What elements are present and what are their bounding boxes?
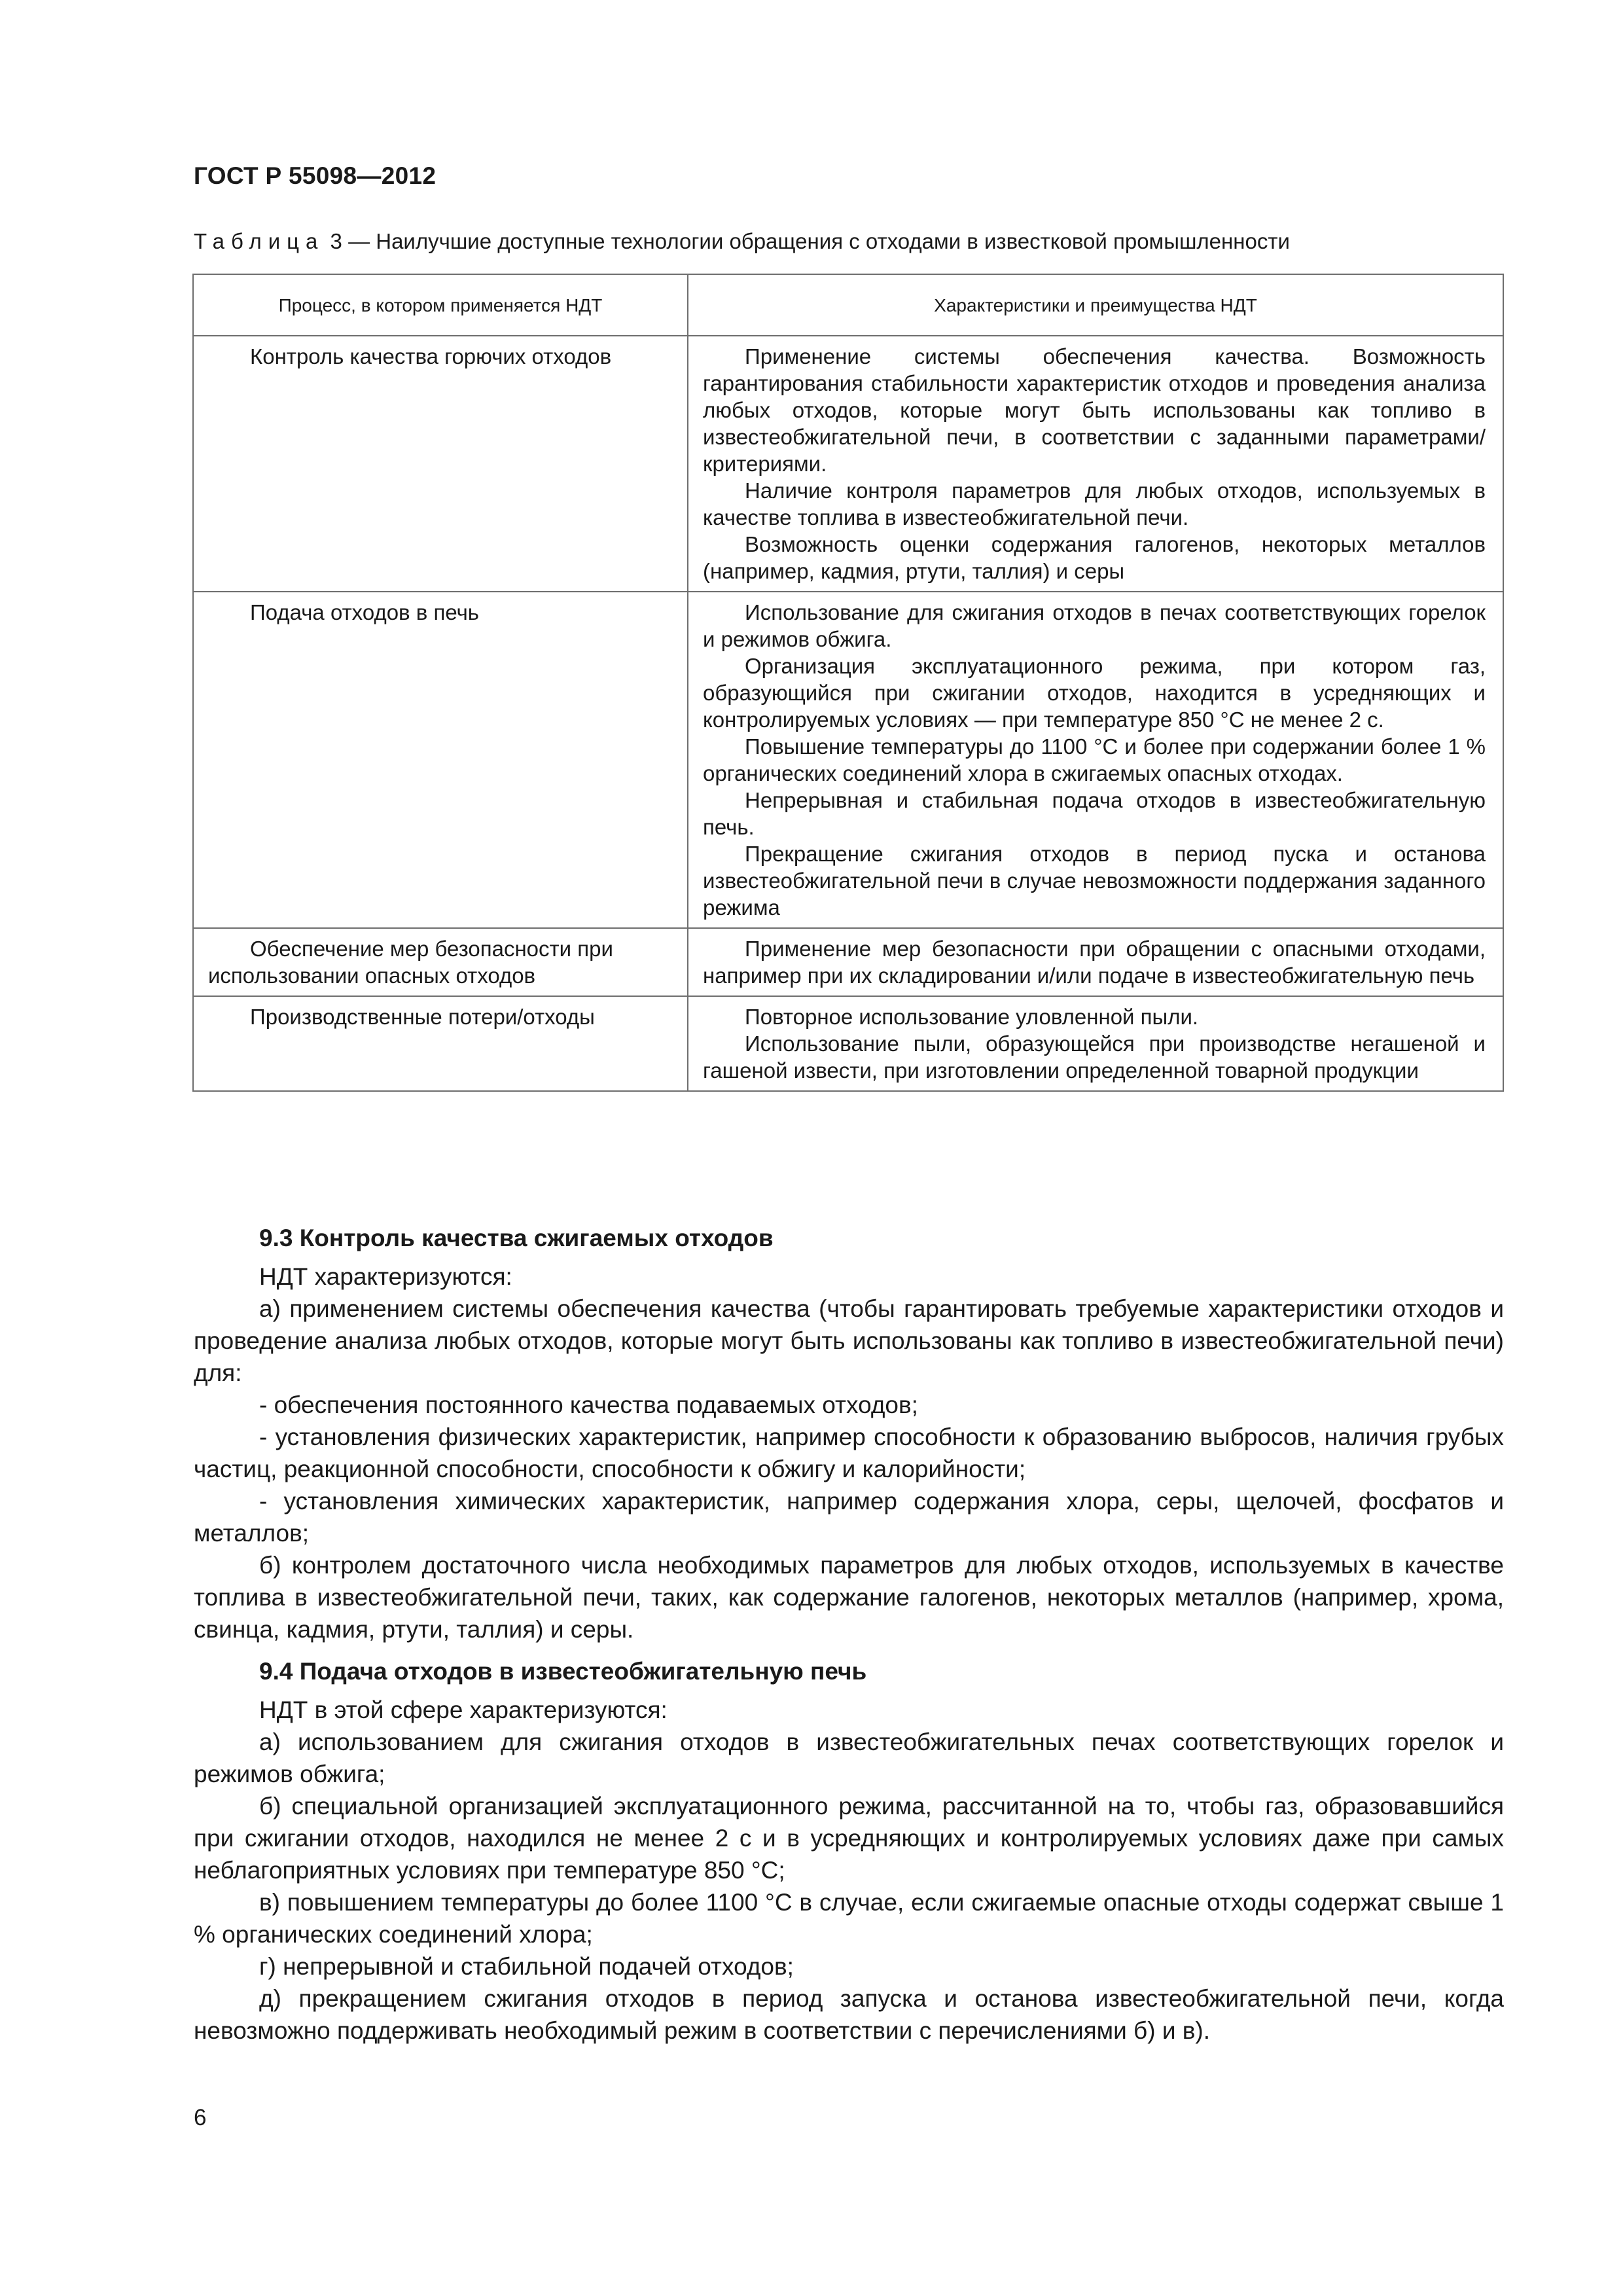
column-header-process: Процесс, в котором применяется НДТ (193, 274, 688, 336)
table-caption-title: 3 — Наилучшие доступные технологии обращения с отходами в известковой промышленности (324, 229, 1290, 253)
feature-paragraph: Повышение температуры до 1100 °С и более при содержании более 1 % органических соединений хлора в сжигаемых опасных отходах. (703, 734, 1486, 785)
paragraph: НДТ в этой сфере характеризуются: (259, 1696, 668, 1723)
feature-paragraph: Возможность оценки содержания галогенов, некоторых металлов (например, кадмия, ртути, таллия) и серы (703, 532, 1486, 583)
paragraph: д) прекращением сжигания отходов в период запуска и останова известеобжигательной печи, когда невозможно поддерживать необходимый режим в соответствии с перечислениями б) и в). (194, 1985, 1504, 2044)
table-header-row (193, 274, 1503, 336)
feature-paragraph: Непрерывная и стабильная подача отходов в известеобжигательную печь. (703, 788, 1486, 839)
feature-paragraph: Использование пыли, образующейся при производстве негашеной и гашеной извести, при изготовлении определенной товарной продукции (703, 1031, 1486, 1083)
table-row (193, 996, 1503, 1091)
features-cell (688, 928, 1503, 996)
list-item: - обеспечения постоянного качества подаваемых отходов; (259, 1391, 918, 1418)
table-caption (194, 229, 1470, 254)
process-cell (193, 592, 688, 928)
feature-paragraph: Организация эксплуатационного режима, при котором газ, образующийся при сжигании отходов, находится в усредняющих и контролируемых условиях — при температуре 850 °С не менее 2 с. (703, 654, 1486, 732)
feature-paragraph: Применение системы обеспечения качества. Возможность гарантирования стабильности характеристик отходов и проведения анализа любых отходов, которые могут быть использованы как топливо в известеобжигательной печи, в соответствии с заданными параметрами/критериями. (703, 344, 1486, 476)
paragraph: б) контролем достаточного числа необходимых параметров для любых отходов, используемых в качестве топлива в известеобжигательной печи, таких, как содержание галогенов, некоторых металлов (например, хрома, свинца, кадмия, ртути, таллия) и серы. (194, 1552, 1504, 1643)
process-label: Подача отходов в печь (250, 600, 479, 624)
process-label: Обеспечение мер безопасности при использовании опасных отходов (208, 937, 613, 988)
feature-paragraph: Повторное использование уловленной пыли. (745, 1005, 1199, 1029)
paragraph: г) непрерывной и стабильной подачей отходов; (259, 1953, 794, 1980)
paragraph: НДТ характеризуются: (259, 1263, 512, 1290)
main-text (194, 1216, 1504, 2047)
table-row (193, 928, 1503, 996)
process-cell (193, 928, 688, 996)
process-cell (193, 996, 688, 1091)
table-row (193, 592, 1503, 928)
process-label: Производственные потери/отходы (250, 1005, 595, 1029)
paragraph: а) использованием для сжигания отходов в известеобжигательных печах соответствующих горелок и режимов обжига; (194, 1729, 1504, 1787)
feature-paragraph: Применение мер безопасности при обращении с опасными отходами, например при их складировании и/или подаче в известеобжигательную печь (703, 937, 1486, 988)
standard-designation: ГОСТ Р 55098—2012 (194, 162, 437, 189)
features-cell (688, 336, 1503, 592)
list-item: - установления физических характеристик, например способности к образованию выбросов, наличия грубых частиц, реакционной способности, способности к обжигу и калорийности; (194, 1424, 1504, 1482)
column-header-features: Характеристики и преимущества НДТ (688, 274, 1503, 336)
process-cell (193, 336, 688, 592)
section-heading-9-4: 9.4 Подача отходов в известеобжигательную печь (259, 1658, 867, 1685)
feature-paragraph: Наличие контроля параметров для любых отходов, используемых в качестве топлива в известеобжигательной печи. (703, 478, 1486, 529)
bat-table (192, 274, 1504, 1092)
list-item: - установления химических характеристик, например содержания хлора, серы, щелочей, фосфатов и металлов; (194, 1488, 1504, 1547)
table-caption-label: Таблица (194, 229, 325, 253)
feature-paragraph: Использование для сжигания отходов в печах соответствующих горелок и режимов обжига. (703, 600, 1486, 651)
section-heading-9-3: 9.3 Контроль качества сжигаемых отходов (259, 1225, 774, 1251)
process-label: Контроль качества горючих отходов (250, 344, 612, 368)
features-cell (688, 996, 1503, 1091)
table-row (193, 336, 1503, 592)
feature-paragraph: Прекращение сжигания отходов в период пуска и останова известеобжигательной печи в случае невозможности поддержания заданного режима (703, 842, 1486, 920)
page-number: 6 (194, 2105, 207, 2130)
paragraph: в) повышением температуры до более 1100 °С в случае, если сжигаемые опасные отходы содержат свыше 1 % органических соединений хлора; (194, 1889, 1504, 1948)
paragraph: б) специальной организацией эксплуатационного режима, рассчитанной на то, чтобы газ, образовавшийся при сжигании отходов, находился не менее 2 с и в усредняющих и контролируемых условиях даже при самых неблагоприятных условиях при температуре 850 °С; (194, 1793, 1504, 1884)
paragraph: а) применением системы обеспечения качества (чтобы гарантировать требуемые характеристики отходов и проведение анализа любых отходов, которые могут быть использованы как топливо в известеобжигательной печи) для: (194, 1295, 1504, 1386)
features-cell (688, 592, 1503, 928)
